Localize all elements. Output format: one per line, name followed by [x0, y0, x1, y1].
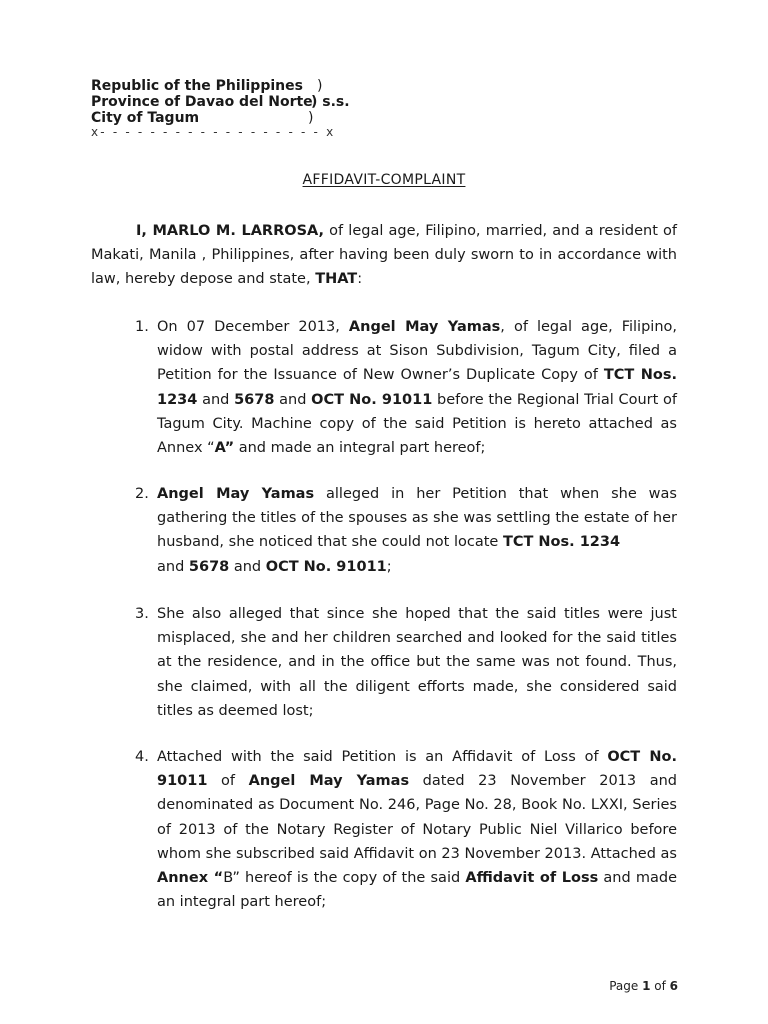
tct-number: 5678: [188, 558, 230, 575]
allegation-item-2: [91, 482, 677, 579]
oct-reference: OCT No. 91011: [311, 391, 433, 408]
item-text: dated 23 November 2013 and denominated as Document No. 246, Page No. 28, Book No. LXXI, Series of 2013 of the Notary Register of Notary Public Niel Villarico before whom she subscribed said Affidavit on 23 November 2013. Attached as: [157, 773, 677, 862]
annex-a: A”: [214, 440, 235, 457]
caption-line-province: [91, 94, 350, 110]
caption-province-ss: ) s.s.: [311, 94, 350, 110]
item-text: and: [157, 558, 189, 575]
petitioner-name: Angel May Yamas: [157, 486, 315, 502]
caption-province: Province of Davao del Norte: [91, 94, 313, 110]
intro-text: of legal age, Filipino, married, and a resident of Makati, Manila , Philippines, after having been duly sworn to in accordance with law, hereby depose and state,: [91, 223, 677, 288]
item-text: , of legal age, Filipino, widow with postal address at Sison Subdivision, Tagum City, filed a Petition for the Issuance of New Owner’s Duplicate Copy of: [157, 319, 677, 384]
oct-reference: OCT No. 91011: [157, 749, 678, 790]
item-number: 2.: [135, 486, 149, 502]
item-text: B” hereof is the copy of the said: [223, 870, 466, 887]
item-text: On 07 December 2013,: [157, 319, 349, 335]
document-title: AFFIDAVIT-COMPLAINT: [302, 172, 466, 188]
of-label: of: [650, 979, 670, 993]
tct-reference: TCT Nos. 1234: [502, 534, 621, 551]
item-body: [157, 745, 677, 914]
item-body: [157, 482, 677, 579]
total-pages: 6: [669, 979, 678, 993]
affidavit-of-loss: Affidavit of Loss: [465, 870, 599, 887]
item-text: before the Regional Trial Court of Tagum City. Machine copy of the said Petition is hereto attached as Annex “: [157, 391, 678, 457]
caption-city: City of Tagum: [91, 110, 200, 126]
intro-paragraph: [91, 219, 677, 292]
item-text: and: [274, 391, 312, 408]
intro-that: THAT: [315, 271, 358, 288]
item-number: 3.: [135, 606, 149, 622]
item-text: of: [207, 773, 249, 790]
item-number: 1.: [135, 319, 149, 335]
item-text: and made an integral part hereof;: [234, 440, 486, 457]
annex-b: Annex “: [157, 870, 224, 887]
current-page: 1: [642, 979, 651, 993]
caption-republic: Republic of the Philippines: [91, 78, 303, 94]
intro-colon: :: [357, 271, 363, 288]
item-body: She also alleged that since she hoped that the said titles were just misplaced, she and her children searched and looked for the said titles at the residence, and in the office but the same was not found. Thus, she claimed, with all the diligent efforts made, she considered said titles as deemed lost;: [157, 606, 677, 719]
affiant-name: I, MARLO M. LARROSA,: [136, 223, 325, 239]
caption-line-city: [91, 110, 313, 126]
petitioner-name: Angel May Yamas: [248, 773, 410, 790]
petitioner-name: Angel May Yamas: [348, 319, 501, 335]
venue-caption: [91, 78, 350, 126]
item-text: Attached with the said Petition is an Affidavit of Loss of: [157, 749, 608, 765]
caption-republic-paren: ): [317, 78, 323, 94]
item-text: and: [197, 391, 235, 408]
item-text: ;: [386, 558, 392, 575]
tct-number: 5678: [234, 391, 275, 408]
item-text: alleged in her Petition that when she was gathering the titles of the spouses as she was settling the estate of her husband, she noticed that she could not locate: [157, 486, 677, 551]
item-number: 4.: [135, 749, 149, 765]
allegation-item-1: [91, 315, 677, 460]
oct-reference: OCT No. 91011: [265, 558, 387, 575]
allegation-item-3: [91, 602, 677, 723]
caption-city-paren: ): [308, 110, 314, 126]
tct-reference: TCT Nos. 1234: [157, 367, 677, 408]
caption-line-republic: [91, 78, 323, 94]
caption-separator: x- - - - - - - - - - - - - - - - - - x: [91, 125, 336, 139]
allegation-item-4: [91, 745, 677, 914]
page-label: Page: [609, 979, 643, 993]
item-text: and made an integral part hereof;: [157, 870, 677, 911]
item-text: and: [229, 558, 266, 575]
page-number: [609, 979, 678, 993]
document-title-wrap: [0, 172, 768, 188]
item-body: [157, 315, 677, 460]
